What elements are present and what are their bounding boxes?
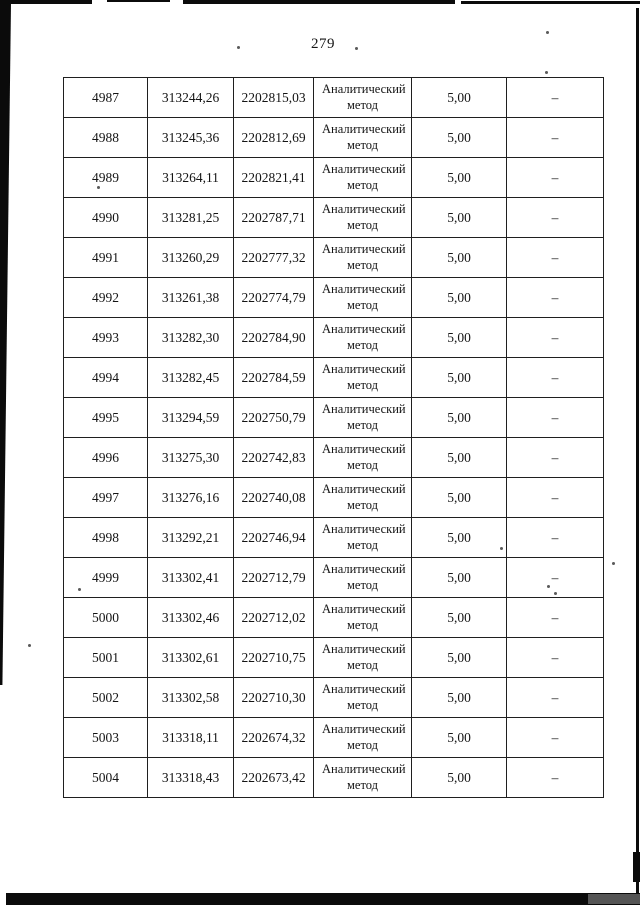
cell-method: Аналитический метод <box>314 78 412 118</box>
cell-coordinate-y: 2202710,75 <box>234 638 314 678</box>
cell-coordinate-x: 313261,38 <box>148 278 234 318</box>
cell-method: Аналитический метод <box>314 638 412 678</box>
cell-value: 5,00 <box>412 158 507 198</box>
cell-coordinate-y: 2202784,90 <box>234 318 314 358</box>
cell-point-number: 4990 <box>64 198 148 238</box>
cell-point-number: 5000 <box>64 598 148 638</box>
cell-method: Аналитический метод <box>314 198 412 238</box>
noise-dot <box>28 644 31 647</box>
table-row <box>64 718 604 758</box>
noise-dot <box>612 562 615 565</box>
table-row <box>64 558 604 598</box>
cell-point-number: 4992 <box>64 278 148 318</box>
cell-method: Аналитический метод <box>314 398 412 438</box>
scan-edge-bottom <box>588 894 640 904</box>
scan-edge-right <box>633 852 640 882</box>
cell-value: 5,00 <box>412 238 507 278</box>
cell-point-number: 4999 <box>64 558 148 598</box>
cell-coordinate-x: 313264,11 <box>148 158 234 198</box>
cell-method: Аналитический метод <box>314 278 412 318</box>
scan-edge-top <box>0 0 92 4</box>
cell-coordinate-y: 2202710,30 <box>234 678 314 718</box>
table-row <box>64 478 604 518</box>
cell-coordinate-x: 313282,45 <box>148 358 234 398</box>
cell-coordinate-x: 313276,16 <box>148 478 234 518</box>
page-number: 279 <box>311 36 335 52</box>
scan-edge-bottom <box>6 893 640 905</box>
cell-point-number: 4991 <box>64 238 148 278</box>
cell-note: – <box>507 518 604 558</box>
table-row <box>64 438 604 478</box>
cell-coordinate-y: 2202712,79 <box>234 558 314 598</box>
table-row <box>64 278 604 318</box>
cell-coordinate-y: 2202812,69 <box>234 118 314 158</box>
cell-point-number: 5003 <box>64 718 148 758</box>
cell-coordinate-x: 313245,36 <box>148 118 234 158</box>
cell-coordinate-y: 2202742,83 <box>234 438 314 478</box>
cell-coordinate-x: 313318,11 <box>148 718 234 758</box>
cell-point-number: 4993 <box>64 318 148 358</box>
table-row <box>64 398 604 438</box>
cell-point-number: 5004 <box>64 758 148 798</box>
cell-point-number: 4996 <box>64 438 148 478</box>
cell-method: Аналитический метод <box>314 558 412 598</box>
cell-value: 5,00 <box>412 638 507 678</box>
table-row <box>64 518 604 558</box>
table-body <box>64 78 604 798</box>
table-row <box>64 78 604 118</box>
cell-coordinate-y: 2202746,94 <box>234 518 314 558</box>
scan-edge-right <box>636 8 639 905</box>
cell-note: – <box>507 78 604 118</box>
cell-coordinate-x: 313292,21 <box>148 518 234 558</box>
table-row <box>64 238 604 278</box>
cell-value: 5,00 <box>412 518 507 558</box>
cell-method: Аналитический метод <box>314 718 412 758</box>
cell-value: 5,00 <box>412 318 507 358</box>
table-row <box>64 678 604 718</box>
data-table <box>63 77 604 798</box>
cell-method: Аналитический метод <box>314 438 412 478</box>
cell-note: – <box>507 638 604 678</box>
cell-note: – <box>507 678 604 718</box>
cell-note: – <box>507 278 604 318</box>
cell-value: 5,00 <box>412 598 507 638</box>
cell-note: – <box>507 438 604 478</box>
cell-note: – <box>507 558 604 598</box>
cell-note: – <box>507 158 604 198</box>
cell-point-number: 4989 <box>64 158 148 198</box>
cell-coordinate-y: 2202787,71 <box>234 198 314 238</box>
noise-dot <box>545 71 548 74</box>
cell-coordinate-y: 2202784,59 <box>234 358 314 398</box>
cell-coordinate-y: 2202673,42 <box>234 758 314 798</box>
cell-method: Аналитический метод <box>314 478 412 518</box>
cell-value: 5,00 <box>412 438 507 478</box>
cell-value: 5,00 <box>412 758 507 798</box>
cell-value: 5,00 <box>412 198 507 238</box>
cell-coordinate-y: 2202821,41 <box>234 158 314 198</box>
cell-note: – <box>507 318 604 358</box>
cell-note: – <box>507 118 604 158</box>
table-row <box>64 638 604 678</box>
cell-point-number: 4987 <box>64 78 148 118</box>
cell-coordinate-x: 313294,59 <box>148 398 234 438</box>
cell-note: – <box>507 718 604 758</box>
cell-method: Аналитический метод <box>314 598 412 638</box>
cell-coordinate-y: 2202740,08 <box>234 478 314 518</box>
cell-value: 5,00 <box>412 718 507 758</box>
cell-point-number: 4994 <box>64 358 148 398</box>
cell-coordinate-y: 2202815,03 <box>234 78 314 118</box>
cell-note: – <box>507 478 604 518</box>
cell-note: – <box>507 398 604 438</box>
cell-value: 5,00 <box>412 398 507 438</box>
cell-coordinate-x: 313281,25 <box>148 198 234 238</box>
table-row <box>64 358 604 398</box>
cell-point-number: 4995 <box>64 398 148 438</box>
cell-coordinate-x: 313302,46 <box>148 598 234 638</box>
cell-note: – <box>507 598 604 638</box>
scan-edge-top <box>183 0 455 4</box>
cell-method: Аналитический метод <box>314 158 412 198</box>
table-row <box>64 598 604 638</box>
cell-coordinate-x: 313318,43 <box>148 758 234 798</box>
noise-dot <box>546 31 549 34</box>
table-row <box>64 198 604 238</box>
table-row <box>64 758 604 798</box>
cell-method: Аналитический метод <box>314 678 412 718</box>
cell-method: Аналитический метод <box>314 238 412 278</box>
cell-point-number: 5001 <box>64 638 148 678</box>
scan-edge-top <box>107 0 170 2</box>
cell-coordinate-x: 313260,29 <box>148 238 234 278</box>
cell-note: – <box>507 358 604 398</box>
cell-coordinate-y: 2202774,79 <box>234 278 314 318</box>
cell-note: – <box>507 198 604 238</box>
table-row <box>64 118 604 158</box>
cell-value: 5,00 <box>412 78 507 118</box>
cell-coordinate-y: 2202674,32 <box>234 718 314 758</box>
cell-coordinate-y: 2202777,32 <box>234 238 314 278</box>
cell-point-number: 4998 <box>64 518 148 558</box>
cell-value: 5,00 <box>412 278 507 318</box>
cell-coordinate-x: 313282,30 <box>148 318 234 358</box>
cell-coordinate-x: 313302,58 <box>148 678 234 718</box>
scan-edge-left <box>0 3 11 685</box>
scan-edge-top <box>461 1 640 4</box>
cell-value: 5,00 <box>412 558 507 598</box>
cell-method: Аналитический метод <box>314 758 412 798</box>
cell-method: Аналитический метод <box>314 358 412 398</box>
cell-coordinate-x: 313275,30 <box>148 438 234 478</box>
table-row <box>64 318 604 358</box>
cell-method: Аналитический метод <box>314 118 412 158</box>
cell-coordinate-y: 2202750,79 <box>234 398 314 438</box>
cell-point-number: 5002 <box>64 678 148 718</box>
cell-coordinate-x: 313302,41 <box>148 558 234 598</box>
cell-method: Аналитический метод <box>314 518 412 558</box>
cell-value: 5,00 <box>412 118 507 158</box>
cell-value: 5,00 <box>412 478 507 518</box>
cell-method: Аналитический метод <box>314 318 412 358</box>
cell-value: 5,00 <box>412 678 507 718</box>
cell-note: – <box>507 238 604 278</box>
cell-coordinate-x: 313302,61 <box>148 638 234 678</box>
cell-coordinate-x: 313244,26 <box>148 78 234 118</box>
cell-value: 5,00 <box>412 358 507 398</box>
cell-point-number: 4988 <box>64 118 148 158</box>
cell-point-number: 4997 <box>64 478 148 518</box>
cell-note: – <box>507 758 604 798</box>
cell-coordinate-y: 2202712,02 <box>234 598 314 638</box>
table-row <box>64 158 604 198</box>
